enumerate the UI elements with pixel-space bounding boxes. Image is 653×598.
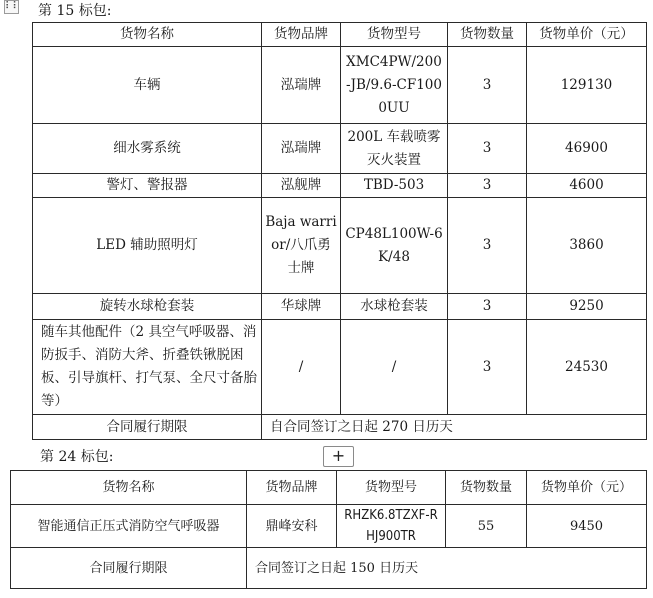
item-brand: Baja warrior/八爪勇士牌 — [262, 198, 341, 294]
period-label: 合同履行期限 — [33, 415, 262, 440]
period-label: 合同履行期限 — [11, 548, 247, 589]
item-model: 200L 车载喷雾灭火装置 — [341, 124, 448, 174]
item-name: LED 辅助照明灯 — [33, 198, 262, 294]
table-row — [33, 198, 647, 294]
item-qty: 3 — [448, 198, 527, 294]
item-price: 9450 — [527, 505, 647, 548]
table-header-row — [11, 471, 647, 505]
table-header-row — [33, 23, 647, 47]
item-brand: 鼎峰安科 — [247, 505, 337, 548]
item-brand: 泓瑞牌 — [262, 47, 341, 124]
header-cell: 货物单价（元） — [527, 471, 647, 505]
header-cell: 货物品牌 — [247, 471, 337, 505]
item-brand: 泓瑞牌 — [262, 124, 341, 174]
header-cell: 货物名称 — [33, 23, 262, 47]
table-row — [33, 320, 647, 415]
table-row — [11, 505, 647, 548]
drag-handle-icon[interactable]: ⠇⠇ — [5, 1, 20, 12]
header-cell: 货物品牌 — [262, 23, 341, 47]
contract-period-row — [33, 415, 647, 440]
item-qty: 3 — [448, 320, 527, 415]
period-value: 合同签订之日起 150 日历天 — [247, 548, 647, 589]
item-qty: 3 — [448, 47, 527, 124]
period-value: 自合同签订之日起 270 日历天 — [262, 415, 647, 440]
item-name: 智能通信正压式消防空气呼吸器 — [11, 505, 247, 548]
item-price: 4600 — [527, 174, 647, 198]
table-row — [33, 47, 647, 124]
header-cell: 货物单价（元） — [527, 23, 647, 47]
item-name: 警灯、警报器 — [33, 174, 262, 198]
header-cell: 货物数量 — [448, 23, 527, 47]
item-name: 旋转水球枪套装 — [33, 294, 262, 320]
package-15-table — [32, 22, 647, 440]
header-cell: 货物名称 — [11, 471, 247, 505]
item-model: 水球枪套装 — [341, 294, 448, 320]
item-brand: 泓舰牌 — [262, 174, 341, 198]
item-model: CP48L100W-6K/48 — [341, 198, 448, 294]
table-row — [33, 124, 647, 174]
item-qty: 3 — [448, 174, 527, 198]
contract-period-row — [11, 548, 647, 589]
item-brand: / — [262, 320, 341, 415]
item-model: XMC4PW/200-JB/9.6-CF1000UU — [341, 47, 448, 124]
item-qty: 3 — [448, 124, 527, 174]
item-qty: 3 — [448, 294, 527, 320]
item-price: 129130 — [527, 47, 647, 124]
item-model: TBD-503 — [341, 174, 448, 198]
item-name: 随车其他配件（2 具空气呼吸器、消防扳手、消防大斧、折叠铁锹脱困板、引导旗杆、打气泵、全尺寸备胎等） — [33, 320, 262, 415]
header-cell: 货物型号 — [341, 23, 448, 47]
package-24-table — [10, 470, 647, 589]
item-price: 9250 — [527, 294, 647, 320]
header-cell: 货物型号 — [337, 471, 446, 505]
item-price: 3860 — [527, 198, 647, 294]
item-model: RHZK6.8TZXF-RHJ900TR — [337, 505, 446, 548]
add-row-button[interactable]: + — [323, 446, 354, 467]
table-row — [33, 174, 647, 198]
section-15-heading: 第 15 标包: — [38, 3, 112, 19]
table-row — [33, 294, 647, 320]
item-price: 46900 — [527, 124, 647, 174]
item-model: / — [341, 320, 448, 415]
item-qty: 55 — [446, 505, 527, 548]
header-cell: 货物数量 — [446, 471, 527, 505]
section-24-heading: 第 24 标包: — [40, 449, 114, 465]
item-brand: 华球牌 — [262, 294, 341, 320]
item-name: 细水雾系统 — [33, 124, 262, 174]
item-name: 车辆 — [33, 47, 262, 124]
item-price: 24530 — [527, 320, 647, 415]
